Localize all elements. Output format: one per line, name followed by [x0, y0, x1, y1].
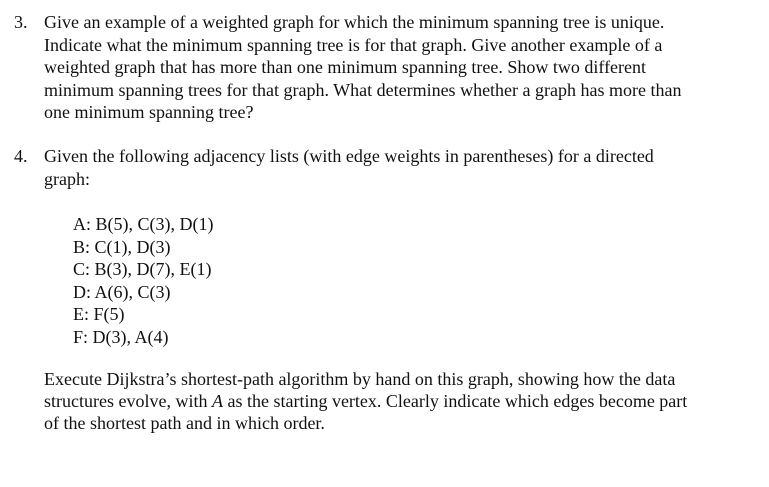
adjacency-entry-c: C: B(3), D(7), E(1) [73, 259, 212, 280]
problem-3-line: Indicate what the minimum spanning tree is for that graph. Give another example of a [44, 34, 663, 55]
problem-3-line: minimum spanning trees for that graph. What determines whether a graph has more than [44, 79, 682, 100]
problem-3-line: Give an example of a weighted graph for which the minimum spanning tree is unique. [44, 12, 665, 32]
adjacency-list [73, 213, 213, 349]
problem-4-line: Given the following adjacency lists (with edge weights in parentheses) for a directed [44, 146, 654, 166]
adjacency-entry-a: A: B(5), C(3), D(1) [73, 214, 214, 234]
dijkstra-instructions [44, 368, 759, 434]
adjacency-entry-f: F: D(3), A(4) [73, 326, 169, 347]
adjacency-entry-e: E: F(5) [73, 304, 125, 325]
adjacency-entry-d: D: A(6), C(3) [73, 281, 171, 302]
instructions-line [44, 390, 759, 412]
problem-4-intro [44, 145, 759, 190]
problem-4-line: graph: [44, 168, 90, 189]
problem-3-line: one minimum spanning tree? [44, 102, 254, 122]
adjacency-entry-b: B: C(1), D(3) [73, 236, 171, 257]
problem-3-line: weighted graph that has more than one minimum spanning tree. Show two different [44, 57, 647, 77]
problem-4-number: 4. [14, 146, 28, 166]
problem-3-text [44, 11, 759, 124]
instructions-line: of the shortest path and in which order. [44, 413, 325, 433]
problem-3-number: 3. [14, 12, 28, 32]
instructions-text: as the starting vertex. Clearly indicate which edges become part [222, 391, 688, 411]
instructions-line: Execute Dijkstra’s shortest-path algorithm by hand on this graph, showing how the data [44, 369, 676, 389]
instructions-text: structures evolve, with [44, 391, 212, 411]
start-vertex-variable: A [211, 391, 223, 411]
